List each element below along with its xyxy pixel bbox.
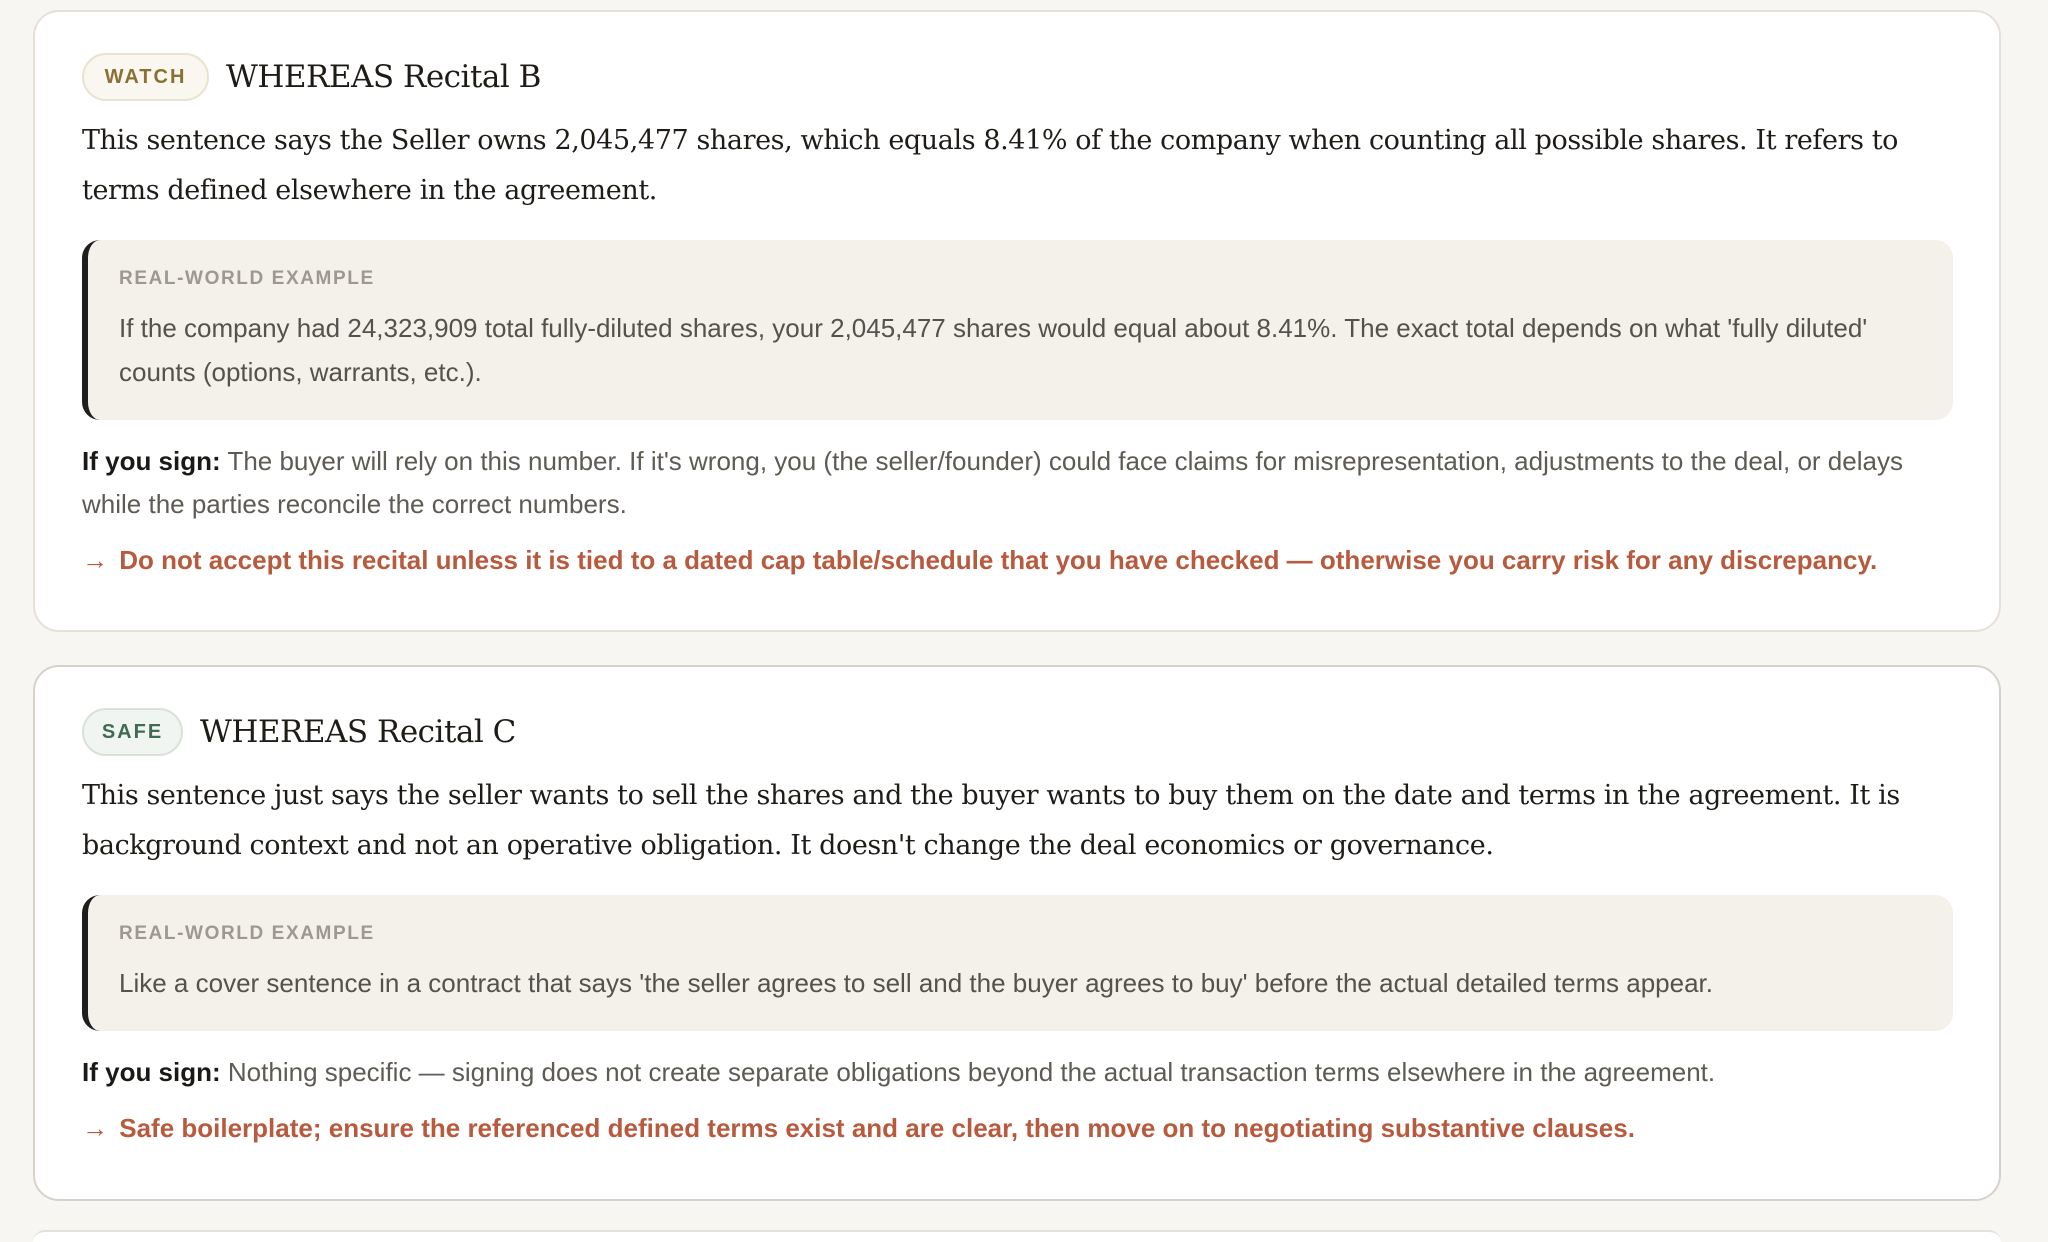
arrow-right-icon: → [82, 545, 108, 575]
recommended-action [82, 542, 1953, 578]
clause-header [82, 706, 1953, 758]
example-text: If the company had 24,323,909 total fully-diluted shares, your 2,045,477 shares would equal about 8.41%. The exact total depends on what 'fully diluted' counts (options, warrants, etc.). [119, 313, 1868, 387]
if-you-sign [82, 440, 1953, 526]
clause-card-recital-c [33, 665, 2001, 1201]
real-world-example-box [82, 895, 1953, 1031]
real-world-example-box [82, 240, 1953, 420]
clause-summary: This sentence just says the seller wants to sell the shares and the buyer wants to buy them on the date and terms in the agreement. It is background context and not an operative obligation. It doesn't change the deal economics or governance. [82, 780, 1900, 861]
risk-badge-safe: SAFE [82, 708, 183, 756]
if-you-sign-label: If you sign: [82, 1057, 221, 1087]
next-clause-card-edge [33, 1230, 2001, 1242]
if-you-sign-label: If you sign: [82, 446, 221, 476]
arrow-right-icon: → [82, 1113, 108, 1143]
risk-badge-watch: WATCH [82, 53, 209, 101]
recommended-action-text: Safe boilerplate; ensure the referenced defined terms exist and are clear, then move on to negotiating substantive clauses. [119, 1113, 1635, 1143]
if-you-sign-text: Nothing specific — signing does not create separate obligations beyond the actual transaction terms elsewhere in the agreement. [227, 1057, 1716, 1087]
if-you-sign-text: The buyer will rely on this number. If it's wrong, you (the seller/founder) could face claims for misrepresentation, adjustments to the deal, or delays while the parties reconcile the correct numbers. [82, 446, 1903, 519]
clause-title: WHEREAS Recital C [200, 714, 516, 750]
clause-title: WHEREAS Recital B [226, 59, 541, 95]
example-label: REAL-WORLD EXAMPLE [119, 923, 375, 944]
example-label: REAL-WORLD EXAMPLE [119, 268, 375, 289]
recommended-action [82, 1110, 1953, 1146]
example-text: Like a cover sentence in a contract that says 'the seller agrees to sell and the buyer agrees to buy' before the actual detailed terms appear. [119, 968, 1713, 998]
clause-summary: This sentence says the Seller owns 2,045,477 shares, which equals 8.41% of the company when counting all possible shares. It refers to terms defined elsewhere in the agreement. [82, 125, 1899, 206]
clause-header [82, 51, 1953, 103]
if-you-sign [82, 1051, 1953, 1094]
recommended-action-text: Do not accept this recital unless it is tied to a dated cap table/schedule that you have checked — otherwise you carry risk for any discrepancy. [119, 545, 1878, 575]
clause-card-recital-b [33, 10, 2001, 632]
